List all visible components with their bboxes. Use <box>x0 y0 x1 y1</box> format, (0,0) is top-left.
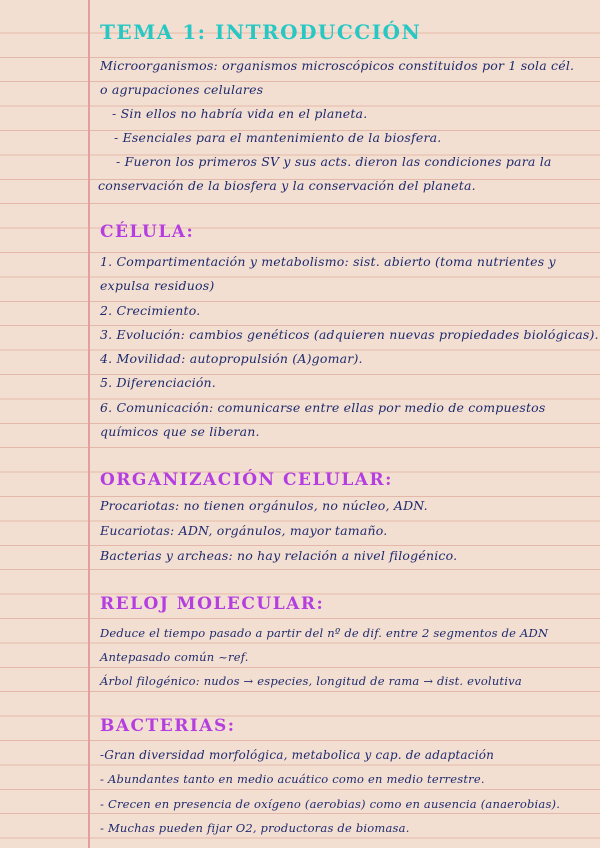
page-title: TEMA 1: INTRODUCCIÓN <box>100 20 422 44</box>
bacterias-line-4: - Muchas pueden fijar O2, productoras de biomasa. <box>100 821 410 835</box>
section-heading-bacterias: BACTERIAS: <box>100 716 236 736</box>
celula-line-4: 3. Evolución: cambios genéticos (adquieren nuevas propiedades biológicas). <box>100 327 599 342</box>
organizacion-line-1: Procariotas: no tienen orgánulos, no núcleo, ADN. <box>100 498 428 513</box>
intro-line-6: conservación de la biosfera y la conservación del planeta. <box>98 178 476 193</box>
intro-line-2: o agrupaciones celulares <box>100 82 264 97</box>
celula-line-1: 1. Compartimentación y metabolismo: sist. abierto (toma nutrientes y <box>100 254 556 269</box>
celula-line-3: 2. Crecimiento. <box>100 303 201 318</box>
intro-line-5: - Fueron los primeros SV y sus acts. dieron las condiciones para la <box>116 154 552 169</box>
reloj-line-3: Árbol filogénico: nudos → especies, longitud de rama → dist. evolutiva <box>100 674 522 688</box>
intro-line-1: Microorganismos: organismos microscópicos constituidos por 1 sola cél. <box>100 58 575 73</box>
organizacion-line-3: Bacterias y archeas: no hay relación a nivel filogénico. <box>100 548 458 563</box>
section-heading-organizacion: ORGANIZACIÓN CELULAR: <box>100 470 393 490</box>
celula-line-5: 4. Movilidad: autopropulsión (A)gomar). <box>100 351 363 366</box>
organizacion-line-2: Eucariotas: ADN, orgánulos, mayor tamaño. <box>100 523 388 538</box>
intro-line-4: - Esenciales para el mantenimiento de la biosfera. <box>114 130 442 145</box>
bacterias-line-1: -Gran diversidad morfológica, metabolica y cap. de adaptación <box>100 748 495 762</box>
section-heading-reloj: RELOJ MOLECULAR: <box>100 594 325 614</box>
reloj-line-1: Deduce el tiempo pasado a partir del nº de dif. entre 2 segmentos de ADN <box>100 626 549 640</box>
celula-line-2: expulsa residuos) <box>100 278 215 293</box>
margin-line <box>88 0 90 848</box>
bacterias-line-2: - Abundantes tanto en medio acuático como en medio terrestre. <box>100 772 485 786</box>
reloj-line-2: Antepasado común ~ref. <box>100 650 249 664</box>
celula-line-6: 5. Diferenciación. <box>100 375 216 390</box>
intro-line-3: - Sin ellos no habría vida en el planeta. <box>112 106 368 121</box>
celula-line-7: 6. Comunicación: comunicarse entre ellas por medio de compuestos <box>100 400 546 415</box>
bacterias-line-3: - Crecen en presencia de oxígeno (aerobias) como en ausencia (anaerobias). <box>100 797 561 811</box>
section-heading-celula: CÉLULA: <box>100 222 195 242</box>
celula-line-8: químicos que se liberan. <box>100 424 260 439</box>
